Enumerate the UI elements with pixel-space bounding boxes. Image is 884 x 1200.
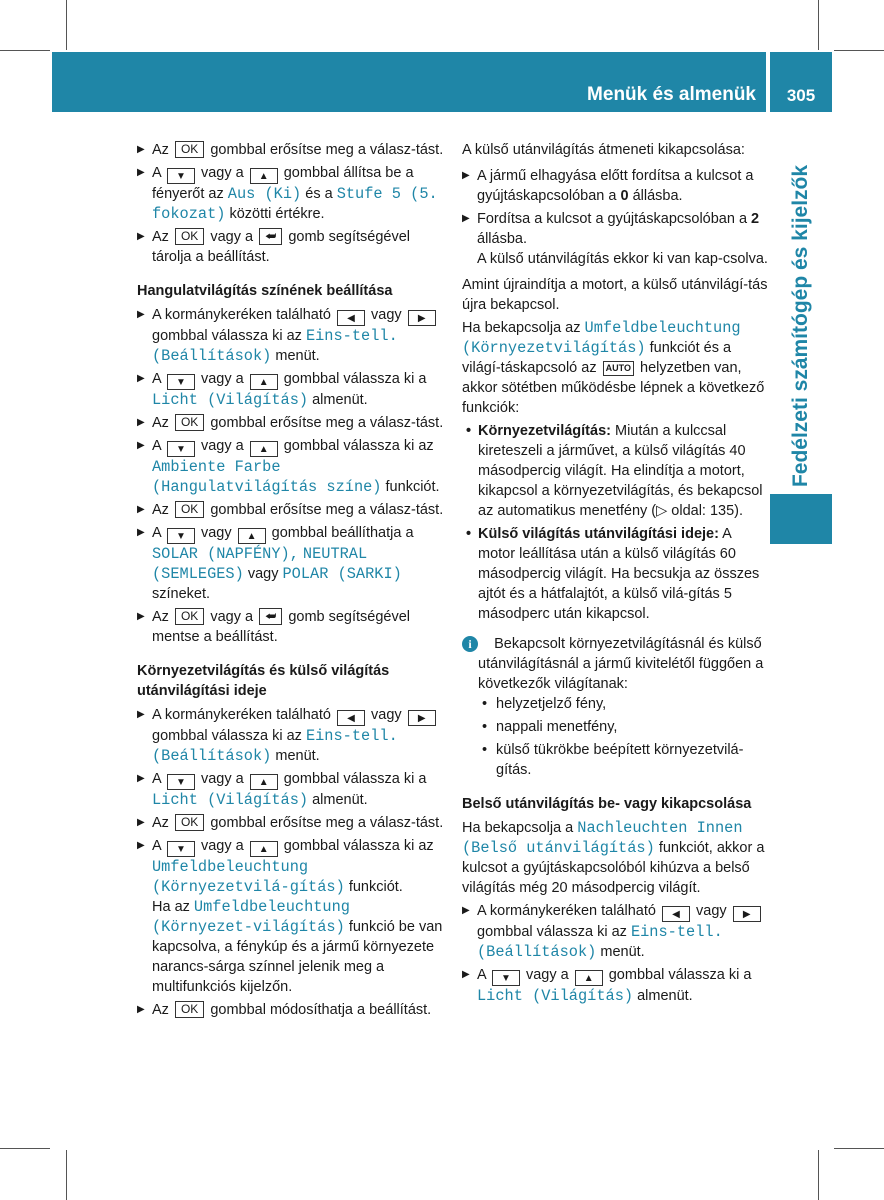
paragraph: Amint újraindítja a motort, a külső utánvilágí-tás újra bekapcsol. bbox=[462, 277, 768, 313]
arrow-icon: ▶ bbox=[137, 504, 145, 515]
ok-key: OK bbox=[175, 1001, 204, 1018]
right-column bbox=[462, 140, 768, 1009]
ok-key: OK bbox=[175, 141, 204, 158]
step: ▶ Az OK gombbal módosíthatja a beállítást. bbox=[137, 1002, 432, 1018]
arrow-icon: ▶ bbox=[137, 167, 145, 178]
down-key: ▼ bbox=[492, 970, 520, 986]
step: ▶ Az OK gombbal erősítse meg a válasz-tást. bbox=[137, 415, 444, 431]
up-key: ▲ bbox=[575, 970, 603, 986]
paragraph: A külső utánvilágítás átmeneti kikapcsolása: bbox=[462, 142, 745, 158]
ok-key: OK bbox=[175, 228, 204, 245]
right-key: ▶ bbox=[408, 310, 436, 326]
step: ▶ A ▼ vagy a ▲ gombbal válassza ki az Ambiente Farbe (Hangulatvilágítás színe) funkciót. bbox=[137, 438, 440, 496]
arrow-icon: ▶ bbox=[137, 1004, 145, 1015]
arrow-icon: ▶ bbox=[137, 309, 145, 320]
step: ▶ A kormánykeréken található ◀ vagy ▶ gombbal válassza ki az Eins-tell. (Beállítások) menüt. bbox=[137, 705, 447, 766]
arrow-icon: ▶ bbox=[137, 840, 145, 851]
down-key: ▼ bbox=[167, 841, 195, 857]
menu-code: POLAR (SARKI) bbox=[282, 565, 402, 583]
ok-key: OK bbox=[175, 608, 204, 625]
up-key: ▲ bbox=[250, 841, 278, 857]
menu-code: Eins-tell. (Beállítások) bbox=[477, 923, 723, 961]
crop-mark bbox=[66, 0, 67, 50]
arrow-icon: ▶ bbox=[137, 440, 145, 451]
menu-code: Umfeldbeleuchtung (Környezet-világítás) bbox=[152, 898, 350, 936]
step: ▶ Az OK gombbal erősítse meg a válasz-tást. bbox=[137, 142, 444, 158]
left-key: ◀ bbox=[337, 310, 365, 326]
arrow-icon: ▶ bbox=[137, 773, 145, 784]
arrow-icon: ▶ bbox=[462, 905, 470, 916]
arrow-icon: ▶ bbox=[137, 527, 145, 538]
menu-code: Umfeldbeleuchtung (Környezetvilágítás) bbox=[462, 319, 741, 357]
ok-key: OK bbox=[175, 501, 204, 518]
left-key: ◀ bbox=[662, 906, 690, 922]
step: ▶ A ▼ vagy a ▲ gombbal válassza ki a Licht (Világítás) almenüt. bbox=[137, 771, 427, 809]
down-key: ▼ bbox=[167, 528, 195, 544]
bullet-icon: • bbox=[482, 696, 488, 712]
up-key: ▲ bbox=[238, 528, 266, 544]
step: ▶ A ▼ vagy a ▲ gombbal válassza ki a Licht (Világítás) almenüt. bbox=[462, 967, 752, 1005]
up-key: ▲ bbox=[250, 168, 278, 184]
menu-code: Licht (Világítás) bbox=[477, 987, 634, 1005]
list-item: • helyzetjelző fény, bbox=[482, 696, 607, 712]
back-key: ⮨ bbox=[259, 228, 282, 245]
side-tab-marker bbox=[770, 494, 832, 544]
arrow-icon: ▶ bbox=[137, 709, 145, 720]
menu-code: Eins-tell. (Beállítások) bbox=[152, 327, 398, 365]
arrow-icon: ▶ bbox=[137, 373, 145, 384]
header-bar bbox=[52, 52, 766, 112]
step: ▶ A ▼ vagy a ▲ gombbal válassza ki a Licht (Világítás) almenüt. bbox=[137, 371, 427, 409]
menu-code: Licht (Világítás) bbox=[152, 791, 309, 809]
list-item: • Környezetvilágítás: Miután a kulccsal kireteszeli a járművet, a külső világítás 40 másodpercig világít. Ha elindítja a motort, kikapcsol a környezetvilágítás, és bekapcsol az automatikus menetfény (▷ oldal: 135). bbox=[466, 423, 763, 519]
info-text: Bekapcsolt környezetvilágításnál és külső utánvilágításnál a jármű kivitelétől függően a következők világítanak: bbox=[478, 636, 764, 692]
down-key: ▼ bbox=[167, 441, 195, 457]
auto-switch-icon: AUTO bbox=[603, 361, 634, 376]
info-note bbox=[462, 634, 768, 780]
up-key: ▲ bbox=[250, 774, 278, 790]
section-heading: Belső utánvilágítás be- vagy kikapcsolása bbox=[462, 796, 752, 812]
menu-code: SOLAR (NAPFÉNY), bbox=[152, 545, 299, 563]
menu-code: Nachleuchten Innen (Belső utánvilágítás) bbox=[462, 819, 743, 857]
arrow-icon: ▶ bbox=[137, 231, 145, 242]
menu-code: Stufe 5 (5. fokozat) bbox=[152, 185, 438, 223]
step: ▶ A ▼ vagy a ▲ gombbal állítsa be a fényerőt az Aus (Ki) és a Stufe 5 (5. fokozat) közötti értékre. bbox=[137, 165, 438, 223]
left-column bbox=[137, 140, 447, 1023]
step: ▶ A ▼ vagy a ▲ gombbal válassza ki az Umfeldbeleuchtung (Környezetvilá-gítás) funkciót. Ha az Umfeldbeleuchtung (Környezet-világítás) funkció be van kapcsolva, a fénykúp és a jármű környezete narancs-sárga színnel jelenik meg a multifunkciós kijelzőn. bbox=[137, 838, 443, 995]
paragraph: Ha bekapcsolja a Nachleuchten Innen (Belső utánvilágítás) funkciót, akkor a kulcsot a gyújtáskapcsolóból kihúzva a belső világítás még 20 másodpercig világít. bbox=[462, 819, 765, 896]
bullet-icon: • bbox=[482, 742, 488, 758]
page-number-box bbox=[770, 52, 832, 112]
menu-code: Aus (Ki) bbox=[227, 185, 302, 203]
bullet-icon: • bbox=[482, 719, 488, 735]
arrow-icon: ▶ bbox=[137, 144, 145, 155]
back-key: ⮨ bbox=[259, 608, 282, 625]
side-tab-label: Fedélzeti számítógép és kijelzők bbox=[789, 164, 812, 488]
step: ▶ Az OK vagy a ⮨ gomb segítségével tárolja a beállítást. bbox=[137, 229, 411, 265]
section-heading: Hangulatvilágítás színének beállítása bbox=[137, 283, 393, 299]
section-heading: Környezetvilágítás és külső világítás utánvilágítási ideje bbox=[137, 663, 390, 699]
right-key: ▶ bbox=[408, 710, 436, 726]
step: ▶ A jármű elhagyása előtt fordítsa a kulcsot a gyújtáskapcsolóban a 0 állásba. bbox=[462, 168, 754, 204]
arrow-icon: ▶ bbox=[462, 213, 470, 224]
paragraph: Ha bekapcsolja az Umfeldbeleuchtung (Környezetvilágítás) funkciót és a világí-táskapcsoló az AUTO helyzetben van, akkor sötétben működésbe lépnek a következő funkciók: bbox=[462, 319, 765, 416]
down-key: ▼ bbox=[167, 374, 195, 390]
right-key: ▶ bbox=[733, 906, 761, 922]
arrow-icon: ▶ bbox=[137, 417, 145, 428]
info-icon: i bbox=[462, 636, 478, 652]
down-key: ▼ bbox=[167, 168, 195, 184]
bullet-icon: • bbox=[466, 423, 472, 439]
crop-mark bbox=[0, 1148, 50, 1149]
page-title: Menük és almenük bbox=[587, 84, 756, 105]
crop-mark bbox=[0, 50, 50, 51]
step: ▶ A ▼ vagy ▲ gombbal beállíthatja a SOLAR (NAPFÉNY), NEUTRAL (SEMLEGES) vagy POLAR (SARKI) színeket. bbox=[137, 525, 414, 602]
step: ▶ Az OK vagy a ⮨ gomb segítségével mentse a beállítást. bbox=[137, 609, 411, 645]
left-key: ◀ bbox=[337, 710, 365, 726]
list-item: • nappali menetfény, bbox=[482, 719, 618, 735]
page-number: 305 bbox=[786, 86, 816, 105]
ok-key: OK bbox=[175, 814, 204, 831]
up-key: ▲ bbox=[250, 374, 278, 390]
crop-mark bbox=[66, 1150, 67, 1200]
crop-mark bbox=[818, 0, 819, 50]
up-key: ▲ bbox=[250, 441, 278, 457]
arrow-icon: ▶ bbox=[137, 817, 145, 828]
step: ▶ Fordítsa a kulcsot a gyújtáskapcsolóban a 2 állásba. A külső utánvilágítás ekkor ki van kap-csolva. bbox=[462, 211, 768, 267]
menu-code: NEUTRAL (SEMLEGES) bbox=[152, 545, 368, 583]
ok-key: OK bbox=[175, 414, 204, 431]
list-item: • külső tükrökbe beépített környezetvilá-gítás. bbox=[482, 742, 744, 778]
menu-code: Ambiente Farbe (Hangulatvilágítás színe) bbox=[152, 458, 382, 496]
arrow-icon: ▶ bbox=[462, 170, 470, 181]
arrow-icon: ▶ bbox=[462, 969, 470, 980]
crop-mark bbox=[834, 50, 884, 51]
crop-mark bbox=[834, 1148, 884, 1149]
crop-mark bbox=[818, 1150, 819, 1200]
step: ▶ Az OK gombbal erősítse meg a válasz-tást. bbox=[137, 502, 444, 518]
step: ▶ A kormánykeréken található ◀ vagy ▶ gombbal válassza ki az Eins-tell. (Beállítások) menüt. bbox=[462, 901, 768, 962]
list-item: • Külső világítás utánvilágítási ideje: A motor leállítása után a külső világítás 60 másodpercig világít. Ha becsukja az összes ajtót és a hátfalajtót, a külső vilá-gítás 5 másodperc után kikapcsol. bbox=[466, 526, 760, 622]
bullet-icon: • bbox=[466, 526, 472, 542]
menu-code: Eins-tell. (Beállítások) bbox=[152, 727, 398, 765]
arrow-icon: ▶ bbox=[137, 611, 145, 622]
step: ▶ A kormánykeréken található ◀ vagy ▶ gombbal válassza ki az Eins-tell. (Beállítások) menüt. bbox=[137, 305, 447, 366]
down-key: ▼ bbox=[167, 774, 195, 790]
menu-code: Licht (Világítás) bbox=[152, 391, 309, 409]
menu-code: Umfeldbeleuchtung (Környezetvilá-gítás) bbox=[152, 858, 345, 896]
step: ▶ Az OK gombbal erősítse meg a válasz-tást. bbox=[137, 815, 444, 831]
